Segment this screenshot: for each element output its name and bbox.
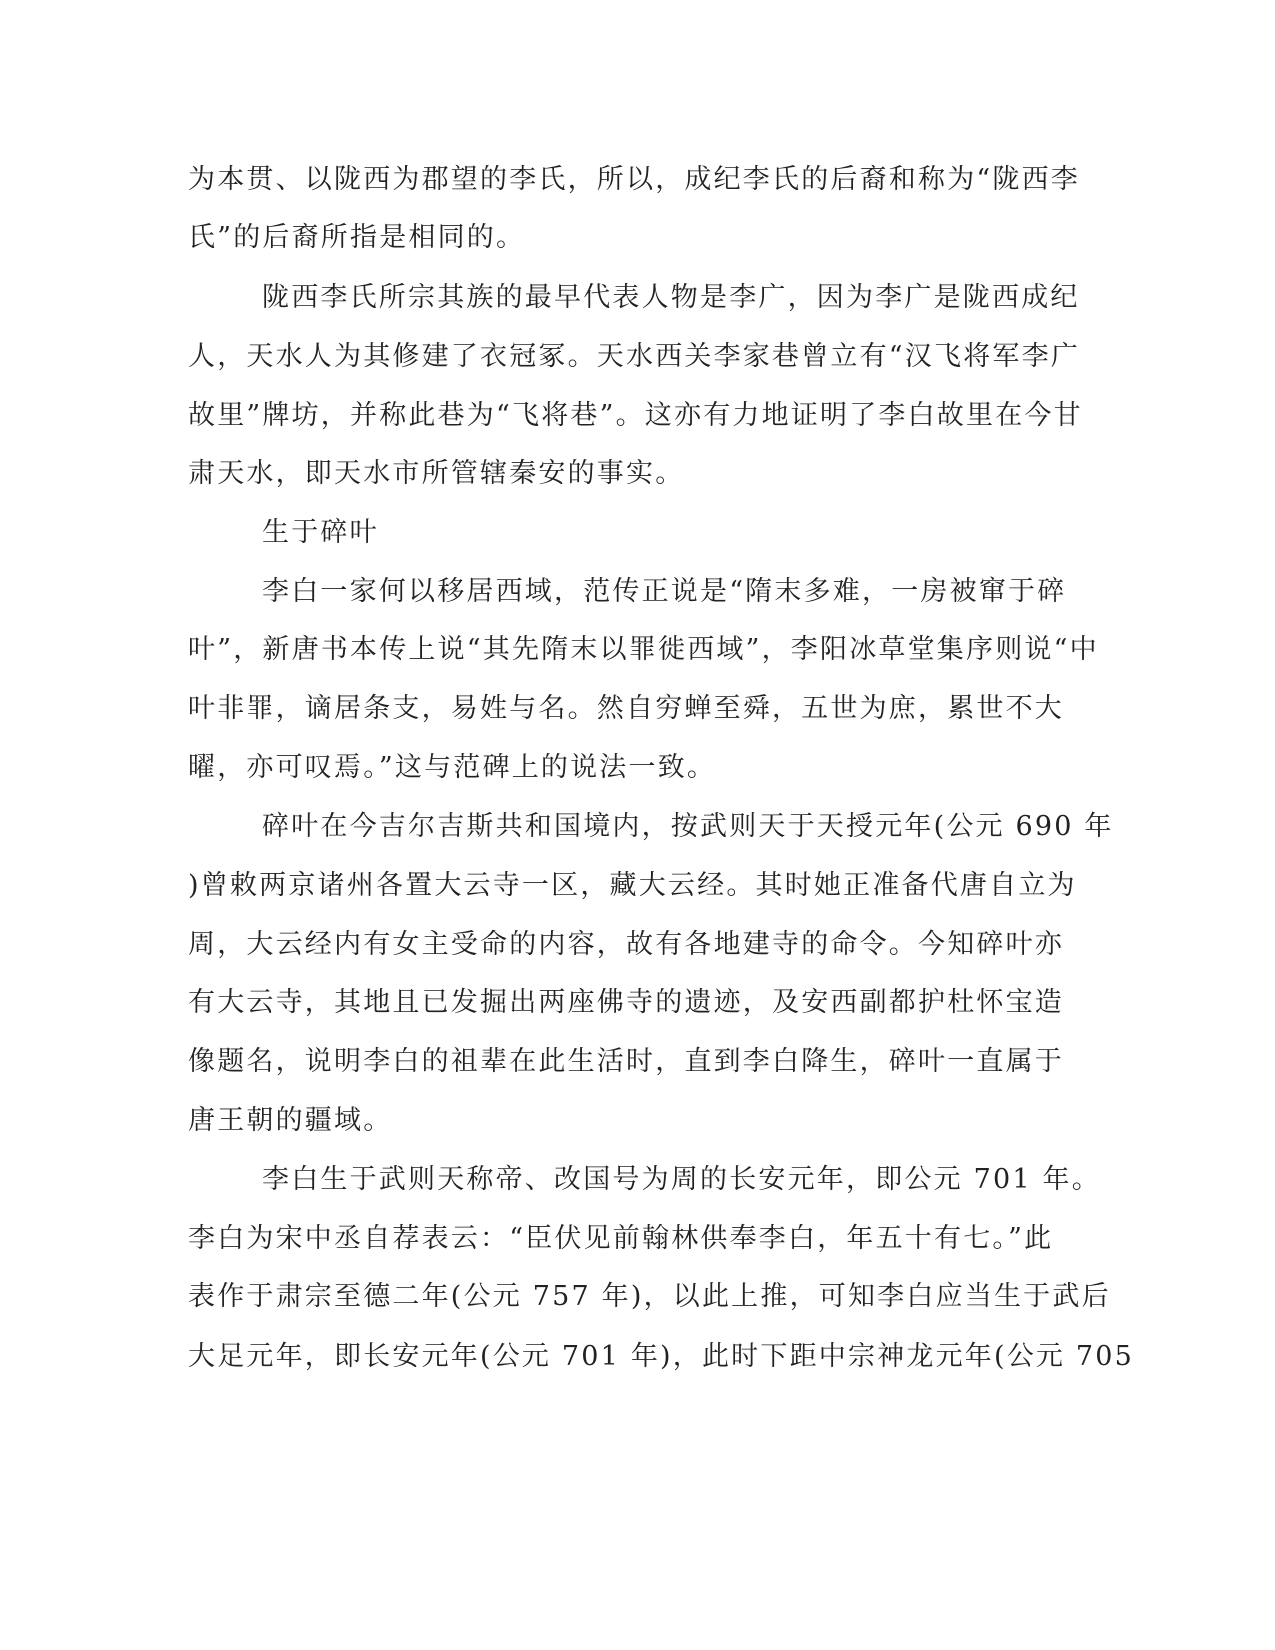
- text-line: 唐王朝的疆域。: [188, 1105, 393, 1136]
- text-line: 为本贯、以陇西为郡望的李氏，所以，成纪李氏的后裔和称为“陇西李: [188, 164, 1081, 195]
- text-line: 有大云寺，其地且已发掘出两座佛寺的遗迹，及安西副都护杜怀宝造: [188, 987, 1064, 1018]
- text-line: 李白为宋中丞自荐表云：“臣伏见前翰林供奉李白，年五十有七。”此: [188, 1223, 1054, 1254]
- text-line: 肃天水，即天水市所管辖秦安的事实。: [188, 458, 685, 489]
- text-line: 像题名，说明李白的祖辈在此生活时，直到李白降生，碎叶一直属于: [188, 1046, 1064, 1077]
- text-line: 曜，亦可叹焉。”这与范碑上的说法一致。: [188, 752, 717, 783]
- text-line: )曾敕两京诸州各置大云寺一区，藏大云经。其时她正准备代唐自立为: [188, 870, 1077, 901]
- text-line: 氏”的后裔所指是相同的。: [188, 222, 526, 253]
- text-line: 叶非罪，谪居条支，易姓与名。然自穷蝉至舜，五世为庶，累世不大: [188, 693, 1064, 724]
- section-heading: 生于碎叶: [262, 517, 379, 548]
- text-line: 叶”，新唐书本传上说“其先隋末以罪徙西域”，李阳冰草堂集序则说“中: [188, 634, 1099, 665]
- paragraph-first-line: 李白生于武则天称帝、改国号为周的长安元年，即公元 701 年。: [262, 1164, 1101, 1195]
- text-line: 大足元年，即长安元年(公元 701 年)，此时下距中宗神龙元年(公元 705: [188, 1341, 1135, 1372]
- text-line: 表作于肃宗至德二年(公元 757 年)，以此上推，可知李白应当生于武后: [188, 1281, 1111, 1312]
- text-line: 周，大云经内有女主受命的内容，故有各地建寺的命令。今知碎叶亦: [188, 929, 1064, 960]
- paragraph-first-line: 碎叶在今吉尔吉斯共和国境内，按武则天于天授元年(公元 690 年: [262, 811, 1114, 842]
- paragraph-first-line: 李白一家何以移居西域，范传正说是“隋末多难，一房被窜于碎: [262, 576, 1067, 607]
- paragraph-first-line: 陇西李氏所宗其族的最早代表人物是李广，因为李广是陇西成纪: [262, 282, 1080, 313]
- text-line: 人，天水人为其修建了衣冠冢。天水西关李家巷曾立有“汉飞将军李广: [188, 341, 1081, 372]
- text-line: 故里”牌坊，并称此巷为“飞将巷”。这亦有力地证明了李白故里在今甘: [188, 400, 1083, 431]
